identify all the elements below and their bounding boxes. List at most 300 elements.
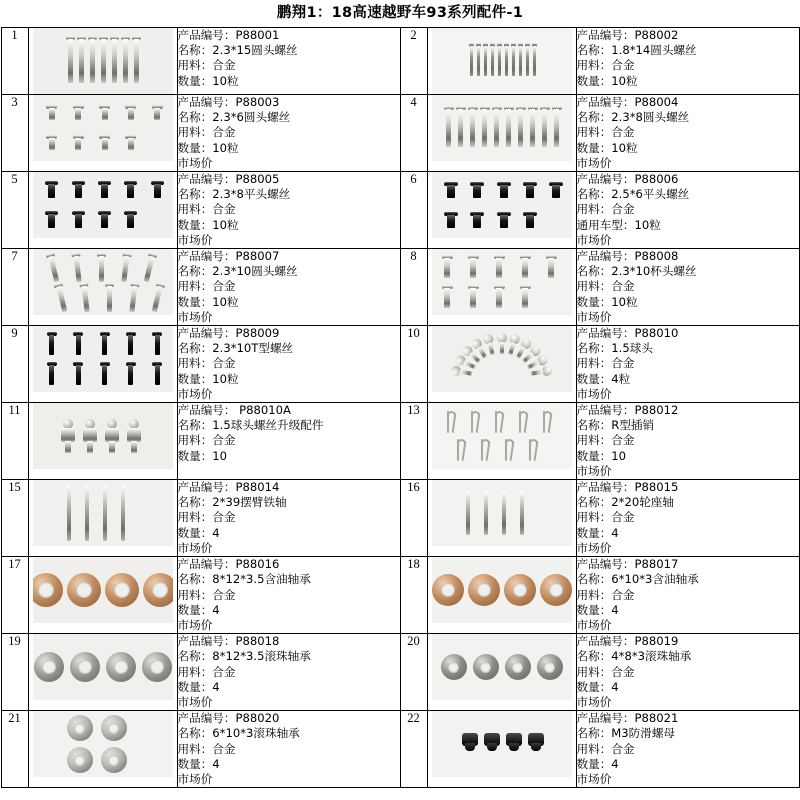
lock-nut-shape [484, 733, 500, 753]
screw-shape [45, 252, 61, 283]
bearing-shape [540, 574, 572, 606]
part-description [576, 634, 799, 711]
part-index: 11 [1, 403, 28, 480]
part-description [177, 95, 400, 172]
desc-line: 名称：8*12*3.5含油轴承 [177, 572, 311, 587]
screw-shape [468, 106, 478, 148]
desc-line: 市场价 [177, 694, 213, 709]
desc-line: 产品编号：P88020 [177, 711, 280, 726]
r-clip-shape [456, 439, 470, 461]
desc-line: 数量：4 [177, 756, 220, 771]
screw-shape [73, 135, 84, 151]
table-row [1, 403, 799, 480]
part-index: 9 [1, 326, 28, 403]
part-image-cell [427, 557, 576, 634]
metal-pin-shape [502, 491, 506, 535]
part-index: 21 [1, 711, 28, 788]
screw-shape [53, 282, 69, 313]
screw-shape [442, 255, 453, 279]
part-photo [33, 28, 173, 94]
bearing-shape [105, 573, 139, 607]
part-index: 17 [1, 557, 28, 634]
desc-line: 数量：10粒 [177, 73, 239, 88]
desc-line: 数量：10粒 [576, 140, 638, 155]
bearing-shape [468, 574, 500, 606]
part-photo [432, 634, 572, 700]
part-index: 10 [400, 326, 427, 403]
desc-line: 用料：合金 [576, 433, 635, 448]
lock-nut-shape [528, 733, 544, 753]
r-clip-shape [518, 411, 532, 433]
metal-pin-shape [85, 485, 89, 541]
table-row [1, 28, 799, 95]
bearing-shape [504, 574, 536, 606]
desc-line: 名称：2*39摆臂铁轴 [177, 495, 287, 510]
desc-line: 市场价 [576, 617, 612, 632]
desc-line: 市场价 [576, 540, 612, 555]
desc-line: 产品编号：P88015 [576, 480, 679, 495]
screw-shape [468, 255, 479, 279]
screw-shape [125, 135, 136, 151]
desc-line: 名称：M3防滑螺母 [576, 726, 676, 741]
desc-line: 数量：4 [177, 525, 220, 540]
part-photo [432, 326, 572, 392]
screw-shape [119, 253, 132, 284]
bearing-shape [101, 715, 127, 741]
desc-line: 数量：10 [177, 448, 228, 463]
desc-line: 用料：合金 [177, 510, 236, 525]
screw-shape [490, 43, 495, 77]
screw-shape [105, 283, 114, 313]
screw-shape [73, 332, 83, 356]
screw-shape [98, 211, 111, 229]
desc-line: 市场价 [177, 771, 213, 786]
desc-line: 市场价 [177, 232, 213, 247]
ball-stud-shape [105, 419, 119, 453]
screw-shape [99, 36, 108, 84]
bearing-shape [70, 652, 100, 682]
screw-shape [480, 106, 490, 148]
lock-nut-shape [462, 733, 478, 753]
metal-pin-shape [466, 491, 470, 535]
desc-line: 名称：1.5球头 [576, 341, 653, 356]
screw-shape [46, 105, 57, 121]
part-index: 8 [400, 249, 427, 326]
part-description [576, 95, 799, 172]
desc-line: 市场价 [576, 309, 612, 324]
desc-line: 市场价 [576, 232, 612, 247]
table-row [1, 172, 799, 249]
part-description [576, 172, 799, 249]
desc-line: 名称：2*20轮座轴 [576, 495, 674, 510]
part-index: 13 [400, 403, 427, 480]
desc-line: 数量：10粒 [177, 140, 239, 155]
bearing-shape [441, 654, 467, 680]
screw-shape [97, 253, 106, 283]
screw-shape [468, 285, 479, 309]
bearing-shape [142, 652, 172, 682]
screw-shape [88, 36, 97, 84]
screw-shape [504, 43, 509, 77]
table-row [1, 249, 799, 326]
desc-line: 市场价 [576, 694, 612, 709]
screw-shape [47, 362, 57, 386]
part-photo [33, 172, 173, 238]
desc-line: 市场价 [576, 463, 612, 478]
part-index: 16 [400, 480, 427, 557]
screw-shape [73, 362, 83, 386]
desc-line: 产品编号：P88010 [576, 326, 679, 341]
screw-shape [71, 253, 84, 284]
part-photo [432, 28, 572, 94]
screw-shape [476, 43, 481, 77]
screw-shape [126, 332, 136, 356]
desc-line: 数量：4 [576, 525, 619, 540]
part-description [576, 711, 799, 788]
part-photo [432, 557, 572, 623]
part-description [177, 480, 400, 557]
ball-stud-shape [83, 419, 97, 453]
desc-line: 产品编号：P88017 [576, 557, 679, 572]
screw-shape [45, 211, 58, 229]
desc-line: 市场价 [576, 771, 612, 786]
part-index: 19 [1, 634, 28, 711]
desc-line: 数量：10 [576, 448, 627, 463]
desc-line: 名称：2.3*8圆头螺丝 [576, 110, 690, 125]
screw-shape [99, 135, 110, 151]
ball-stud-shape [61, 419, 75, 453]
part-photo [432, 95, 572, 161]
desc-line: 用料：合金 [177, 587, 236, 602]
screw-shape [110, 36, 119, 84]
screw-shape [73, 105, 84, 121]
desc-line: 用料：合金 [576, 202, 635, 217]
screw-shape [127, 283, 140, 314]
part-photo [33, 249, 173, 315]
part-description [177, 557, 400, 634]
desc-line: 名称：6*10*3含油轴承 [576, 572, 699, 587]
part-index: 2 [400, 28, 427, 95]
desc-line: 用料：合金 [177, 58, 236, 73]
part-image-cell [28, 557, 177, 634]
metal-pin-shape [520, 491, 524, 535]
screw-shape [152, 332, 162, 356]
screw-shape [520, 285, 531, 309]
screw-shape [121, 36, 130, 84]
screw-shape [124, 181, 137, 199]
part-image-cell [28, 403, 177, 480]
part-image-cell [28, 95, 177, 172]
desc-line: 市场价 [177, 540, 213, 555]
desc-line: 用料：合金 [576, 664, 635, 679]
part-index: 22 [400, 711, 427, 788]
screw-shape [497, 212, 511, 229]
screw-shape [469, 43, 474, 77]
part-image-cell [427, 711, 576, 788]
bearing-shape [473, 654, 499, 680]
table-row [1, 326, 799, 403]
desc-line: 产品编号：P88007 [177, 249, 280, 264]
part-photo [432, 403, 572, 469]
part-index: 1 [1, 28, 28, 95]
part-description [177, 172, 400, 249]
screw-shape [132, 36, 141, 84]
screw-shape [72, 211, 85, 229]
desc-line: 产品编号：P88004 [576, 95, 679, 109]
desc-line: 用料：合金 [576, 587, 635, 602]
screw-shape [47, 332, 57, 356]
part-index: 15 [1, 480, 28, 557]
screw-shape [546, 255, 557, 279]
desc-line: 用料：合金 [576, 58, 635, 73]
desc-line: 用料：合金 [177, 125, 236, 140]
r-clip-shape [542, 411, 556, 433]
desc-line: 名称：2.3*8平头螺丝 [177, 187, 291, 202]
r-clip-shape [528, 439, 542, 461]
part-image-cell [427, 326, 576, 403]
screw-shape [492, 106, 502, 148]
desc-line: 通用车型：10粒 [576, 217, 661, 232]
part-description [177, 403, 400, 480]
part-photo [432, 480, 572, 546]
desc-line: 数量：4 [177, 602, 220, 617]
parts-table-body [1, 28, 799, 788]
screw-shape [470, 182, 484, 199]
desc-line: 产品编号：P88006 [576, 172, 679, 187]
bearing-shape [143, 573, 173, 607]
metal-pin-shape [103, 485, 107, 541]
desc-line: 数量：10粒 [576, 294, 638, 309]
screw-shape [483, 43, 488, 77]
part-image-cell [427, 28, 576, 95]
desc-line: 产品编号： P88010A [177, 403, 291, 418]
desc-line: 数量：4 [576, 756, 619, 771]
part-photo [33, 480, 173, 546]
part-image-cell [427, 634, 576, 711]
screw-shape [72, 181, 85, 199]
part-image-cell [427, 95, 576, 172]
part-photo [33, 403, 173, 469]
desc-line: 市场价 [177, 155, 213, 170]
part-description [576, 480, 799, 557]
page-title: 鹏翔1：18高速越野车93系列配件-1 [276, 5, 524, 21]
screw-shape [77, 36, 86, 84]
screw-shape [126, 362, 136, 386]
desc-line: 用料：合金 [177, 741, 236, 756]
r-clip-shape [480, 439, 494, 461]
desc-line: 名称：2.3*15圆头螺丝 [177, 43, 298, 58]
screw-shape [552, 106, 562, 148]
screw-shape [518, 43, 523, 77]
screw-shape [124, 211, 137, 229]
desc-line: 产品编号：P88008 [576, 249, 679, 264]
desc-line: 产品编号：P88019 [576, 634, 679, 649]
screw-shape [523, 212, 537, 229]
desc-line: 产品编号：P88014 [177, 480, 280, 495]
desc-line: 用料：合金 [177, 202, 236, 217]
desc-line: 用料：合金 [576, 125, 635, 140]
screw-shape [497, 182, 511, 199]
screw-shape [504, 106, 514, 148]
r-clip-shape [494, 411, 508, 433]
part-description [576, 28, 799, 95]
screw-shape [516, 106, 526, 148]
desc-line: 名称：2.3*10杯头螺丝 [576, 264, 697, 279]
part-image-cell [427, 172, 576, 249]
desc-line: 产品编号：P88018 [177, 634, 280, 649]
part-photo [33, 711, 173, 777]
screw-shape [151, 181, 164, 199]
part-image-cell [28, 634, 177, 711]
parts-table [1, 27, 800, 788]
screw-shape [66, 36, 75, 84]
desc-line: 用料：合金 [576, 279, 635, 294]
bearing-shape [67, 747, 93, 773]
desc-line: 数量：4 [576, 602, 619, 617]
r-clip-shape [446, 411, 460, 433]
desc-line: 产品编号：P88005 [177, 172, 280, 187]
desc-line: 数量：10粒 [177, 217, 239, 232]
part-index: 7 [1, 249, 28, 326]
desc-line: 市场价 [576, 386, 612, 401]
screw-shape [549, 182, 563, 199]
screw-shape [528, 106, 538, 148]
part-index: 18 [400, 557, 427, 634]
screw-shape [494, 255, 505, 279]
desc-line: 用料：合金 [177, 279, 236, 294]
desc-line: 市场价 [177, 617, 213, 632]
desc-line: 数量：10粒 [177, 294, 239, 309]
r-clip-shape [470, 411, 484, 433]
table-row [1, 557, 799, 634]
bearing-shape [67, 573, 101, 607]
ball-stud-shape [529, 365, 552, 379]
part-photo [432, 711, 572, 777]
bearing-shape [101, 747, 127, 773]
part-photo [33, 95, 173, 161]
desc-line: 产品编号：P88009 [177, 326, 280, 341]
screw-shape [46, 135, 57, 151]
desc-line: 数量：4粒 [576, 371, 631, 386]
desc-line: 数量：10粒 [576, 73, 638, 88]
part-image-cell [28, 711, 177, 788]
desc-line: 产品编号：P88016 [177, 557, 280, 572]
screw-shape [125, 105, 136, 121]
lock-nut-shape [506, 733, 522, 753]
desc-line: 数量：4 [177, 679, 220, 694]
part-description [576, 403, 799, 480]
bearing-shape [67, 715, 93, 741]
screw-shape [525, 43, 530, 77]
screw-shape [444, 212, 458, 229]
desc-line: 名称：2.3*6圆头螺丝 [177, 110, 291, 125]
part-description [177, 634, 400, 711]
part-image-cell [427, 403, 576, 480]
desc-line: 用料：合金 [177, 664, 236, 679]
part-image-cell [28, 172, 177, 249]
part-index: 4 [400, 95, 427, 172]
part-image-cell [28, 326, 177, 403]
part-image-cell [427, 480, 576, 557]
desc-line: 名称：1.8*14圆头螺丝 [576, 43, 697, 58]
screw-shape [523, 182, 537, 199]
part-description [576, 557, 799, 634]
part-description [177, 711, 400, 788]
desc-line: 产品编号：P88002 [576, 28, 679, 42]
screw-shape [456, 106, 466, 148]
screw-shape [79, 283, 92, 314]
part-image-cell [28, 28, 177, 95]
desc-line: 名称：R型插销 [576, 418, 655, 433]
metal-pin-shape [121, 485, 125, 541]
screw-shape [100, 362, 110, 386]
screw-shape [520, 255, 531, 279]
bearing-shape [432, 574, 464, 606]
screw-shape [149, 282, 165, 313]
desc-line: 产品编号：P88001 [177, 28, 280, 42]
screw-shape [532, 43, 537, 77]
screw-shape [444, 182, 458, 199]
part-description [576, 249, 799, 326]
bearing-shape [106, 652, 136, 682]
screw-shape [152, 362, 162, 386]
table-row [1, 480, 799, 557]
screw-shape [444, 106, 454, 148]
screw-shape [141, 252, 157, 283]
desc-line: 数量：4 [576, 679, 619, 694]
part-index: 5 [1, 172, 28, 249]
part-photo [432, 249, 572, 315]
screw-shape [494, 285, 505, 309]
part-index: 20 [400, 634, 427, 711]
part-description [177, 249, 400, 326]
desc-line: 用料：合金 [576, 356, 635, 371]
metal-pin-shape [67, 485, 71, 541]
part-description [576, 326, 799, 403]
desc-line: 用料：合金 [177, 433, 236, 448]
desc-line: 市场价 [177, 386, 213, 401]
part-photo [432, 172, 572, 238]
desc-line: 名称：2.3*10圆头螺丝 [177, 264, 298, 279]
desc-line: 名称：6*10*3滚珠轴承 [177, 726, 300, 741]
desc-line: 名称：1.5球头螺丝升级配件 [177, 418, 324, 433]
table-row [1, 711, 799, 788]
ball-stud-shape [127, 419, 141, 453]
desc-line: 用料：合金 [177, 356, 236, 371]
screw-shape [442, 285, 453, 309]
part-description [177, 28, 400, 95]
bearing-shape [33, 573, 63, 607]
table-row [1, 95, 799, 172]
screw-shape [511, 43, 516, 77]
bearing-shape [34, 652, 64, 682]
desc-line: 数量：10粒 [177, 371, 239, 386]
desc-line: 产品编号：P88021 [576, 711, 679, 726]
screw-shape [497, 43, 502, 77]
desc-line: 产品编号：P88012 [576, 403, 679, 418]
metal-pin-shape [484, 491, 488, 535]
desc-line: 用料：合金 [576, 510, 635, 525]
screw-shape [98, 181, 111, 199]
screw-shape [45, 181, 58, 199]
part-description [177, 326, 400, 403]
desc-line: 名称：4*8*3滚珠轴承 [576, 649, 692, 664]
r-clip-shape [504, 439, 518, 461]
desc-line: 市场价 [177, 309, 213, 324]
screw-shape [152, 105, 163, 121]
screw-shape [100, 332, 110, 356]
part-photo [33, 557, 173, 623]
